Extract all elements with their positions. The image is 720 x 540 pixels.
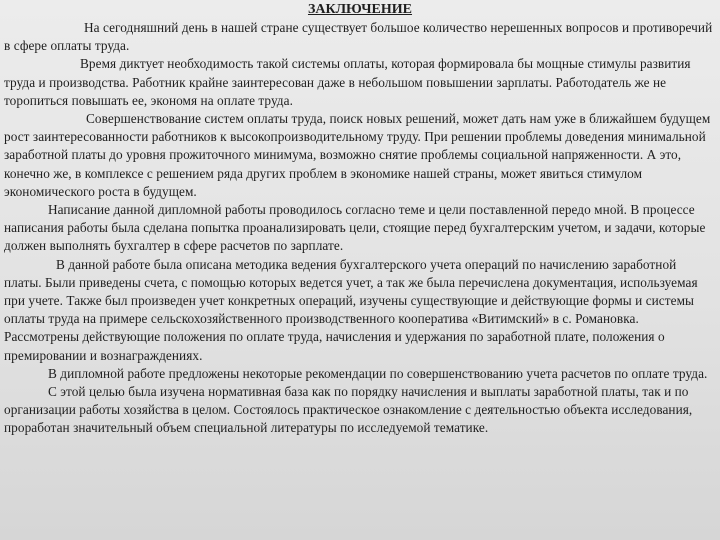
paragraph-1: На сегодняшний день в нашей стране существует большое количество нерешенных вопросов и противоречий в сфере оплаты труда. — [4, 20, 713, 54]
paragraph-4: Написание данной дипломной работы проводилось согласно теме и цели поставленной передо мной. В процессе написания работы была сделана попытка проанализировать цели, стоящие перед бухгалтерским учетом, и задачи, которые должен выполнять бухгалтер в сфере расчетов по зарплате. — [4, 202, 706, 254]
paragraph-3: Совершенствование систем оплаты труда, поиск новых решений, может дать нам уже в ближайшем будущем рост заинтересованности работников к высокопроизводительному труду. При решении проблемы доведения минимальной заработной платы до уровня прожиточного минимума, возможно снятие проблемы социальной напряженности. А это, конечно же, в комплексе с решением ряда других проблем в экономике нашей страны, может явиться стимулом экономического роста в будущем. — [4, 111, 711, 199]
paragraph-5: В данной работе была описана методика ведения бухгалтерского учета операций по начислению заработной платы. Были приведены счета, с помощью которых ведется учет, а так же была перечислена документация, используемая при учете. Также был произведен учет конкретных операций, изучены существующие и действующие формы и системы оплаты труда на примере сельскохозяйственного производственного кооператива «Витимский» в с. Романовка. Рассмотрены действующие положения по оплате труда, начисления и удержания по заработной плате, положения о премировании и вознаграждениях. — [4, 256, 698, 363]
paragraph-2: Время диктует необходимость такой системы оплаты, которая формировала бы мощные стимулы развития труда и производства. Работник крайне заинтересован даже в небольшом повышении зарплаты. Работодатель же не торопиться повышать ее, экономя на оплате труда. — [4, 56, 691, 108]
paragraph-7: С этой целью была изучена нормативная база как по порядку начисления и выплаты заработной платы, так и по организации работы хозяйства в целом. Состоялось практическое ознакомление с деятельностью объекта исследования, проработан значительный объем специальной литературы по исследуемой тематике. — [4, 384, 693, 436]
page-title: ЗАКЛЮЧЕНИЕ — [307, 2, 413, 17]
paragraph-6: В дипломной работе предложены некоторые рекомендации по совершенствованию учета расчетов по оплате труда. — [48, 365, 708, 381]
